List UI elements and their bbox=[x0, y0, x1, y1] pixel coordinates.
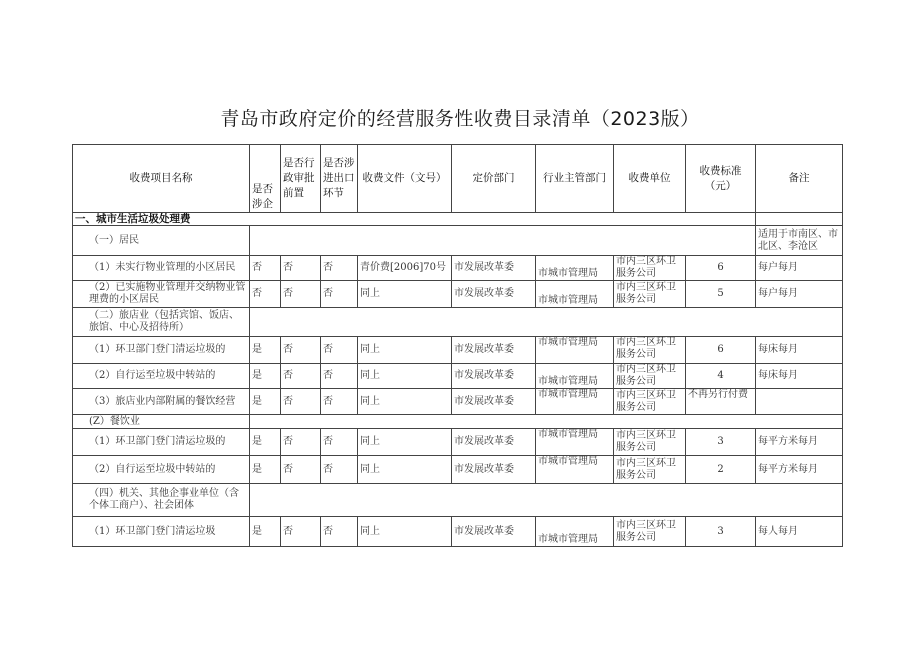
row-document: 同上 bbox=[358, 364, 452, 389]
group-row bbox=[73, 226, 843, 256]
row-import-export: 否 bbox=[321, 389, 358, 415]
row-unit: 市内三区环卫服务公司 bbox=[614, 364, 686, 389]
header-name: 收费项目名称 bbox=[73, 145, 250, 213]
row-pricing-dept: 市发展改革委 bbox=[452, 429, 536, 456]
blank-cell bbox=[250, 415, 843, 429]
row-document: 同上 bbox=[358, 281, 452, 308]
table-row bbox=[73, 517, 843, 547]
header-industry-dept: 行业主管部门 bbox=[536, 145, 614, 213]
header-standard: 收费标准（元） bbox=[686, 145, 756, 213]
row-enterprise: 是 bbox=[250, 456, 281, 484]
row-remark: 每户每月 bbox=[756, 281, 843, 308]
row-standard: 5 bbox=[686, 281, 756, 308]
row-standard: 3 bbox=[686, 429, 756, 456]
blank-cell bbox=[250, 484, 843, 517]
header-pricing-dept: 定价部门 bbox=[452, 145, 536, 213]
table-row bbox=[73, 281, 843, 308]
table-row bbox=[73, 389, 843, 415]
row-standard: 不再另行付费 bbox=[686, 389, 756, 415]
header-admin-approval: 是否行政审批前置 bbox=[281, 145, 321, 213]
row-pricing-dept: 市发展改革委 bbox=[452, 389, 536, 415]
group-row bbox=[73, 308, 843, 337]
header-is-enterprise: 是否涉企 bbox=[250, 145, 281, 213]
table-row bbox=[73, 337, 843, 364]
row-pricing-dept: 市发展改革委 bbox=[452, 281, 536, 308]
row-document: 青价费[2006]70号 bbox=[358, 256, 452, 281]
row-enterprise: 是 bbox=[250, 337, 281, 364]
row-unit: 市内三区环卫服务公司 bbox=[614, 429, 686, 456]
row-pricing-dept: 市发展改革委 bbox=[452, 364, 536, 389]
row-enterprise: 是 bbox=[250, 389, 281, 415]
row-approval: 否 bbox=[281, 429, 321, 456]
row-import-export: 否 bbox=[321, 517, 358, 547]
row-name: （2）已实施物业管理并交纳物业管理费的小区居民 bbox=[73, 281, 250, 308]
row-remark: 每平方米每月 bbox=[756, 456, 843, 484]
header-document: 收费文件（文号） bbox=[358, 145, 452, 213]
row-document: 同上 bbox=[358, 429, 452, 456]
row-enterprise: 否 bbox=[250, 281, 281, 308]
row-name: （1）环卫部门登门清运垃圾的 bbox=[73, 337, 250, 364]
row-enterprise: 是 bbox=[250, 364, 281, 389]
section-row bbox=[73, 213, 843, 226]
row-document: 同上 bbox=[358, 337, 452, 364]
row-enterprise: 是 bbox=[250, 429, 281, 456]
group-row bbox=[73, 484, 843, 517]
row-pricing-dept: 市发展改革委 bbox=[452, 337, 536, 364]
row-enterprise: 否 bbox=[250, 256, 281, 281]
header-charging-unit: 收费单位 bbox=[614, 145, 686, 213]
row-name: （1）环卫部门登门清运垃圾的 bbox=[73, 429, 250, 456]
row-name: （2）自行运至垃圾中转站的 bbox=[73, 364, 250, 389]
row-industry-dept: 市城市管理局 bbox=[536, 517, 614, 547]
row-name: （3）旅店业内部附属的餐饮经营 bbox=[73, 389, 250, 415]
page-title: 青岛市政府定价的经营服务性收费目录清单（2023版） bbox=[220, 108, 700, 130]
row-import-export: 否 bbox=[321, 281, 358, 308]
row-name: （1）未实行物业管理的小区居民 bbox=[73, 256, 250, 281]
row-remark: 每床每月 bbox=[756, 364, 843, 389]
row-document: 同上 bbox=[358, 389, 452, 415]
row-standard: 4 bbox=[686, 364, 756, 389]
group-note: 适用于市南区、市北区、李沧区 bbox=[756, 226, 843, 256]
row-import-export: 否 bbox=[321, 337, 358, 364]
row-standard: 3 bbox=[686, 517, 756, 547]
header-import-export: 是否涉进出口环节 bbox=[321, 145, 358, 213]
group-label: （一）居民 bbox=[73, 226, 250, 256]
row-approval: 否 bbox=[281, 456, 321, 484]
row-pricing-dept: 市发展改革委 bbox=[452, 517, 536, 547]
row-import-export: 否 bbox=[321, 429, 358, 456]
row-import-export: 否 bbox=[321, 456, 358, 484]
row-approval: 否 bbox=[281, 389, 321, 415]
blank-cell bbox=[756, 213, 843, 226]
row-industry-dept: 市城市管理局 bbox=[536, 456, 614, 484]
row-pricing-dept: 市发展改革委 bbox=[452, 256, 536, 281]
row-remark: 每平方米每月 bbox=[756, 429, 843, 456]
row-standard: 6 bbox=[686, 256, 756, 281]
row-document: 同上 bbox=[358, 517, 452, 547]
row-industry-dept: 市城市管理局 bbox=[536, 337, 614, 364]
row-unit: 市内三区环卫服务公司 bbox=[614, 337, 686, 364]
row-approval: 否 bbox=[281, 517, 321, 547]
row-industry-dept: 市城市管理局 bbox=[536, 281, 614, 308]
row-approval: 否 bbox=[281, 256, 321, 281]
row-document: 同上 bbox=[358, 456, 452, 484]
blank-cell bbox=[250, 308, 843, 337]
row-pricing-dept: 市发展改革委 bbox=[452, 456, 536, 484]
row-name: （2）自行运至垃圾中转站的 bbox=[73, 456, 250, 484]
row-industry-dept: 市城市管理局 bbox=[536, 429, 614, 456]
table-row bbox=[73, 256, 843, 281]
row-unit: 市内三区环卫服务公司 bbox=[614, 256, 686, 281]
row-industry-dept: 市城市管理局 bbox=[536, 389, 614, 415]
table-row bbox=[73, 429, 843, 456]
group-label: (Z）餐饮业 bbox=[73, 415, 250, 429]
row-remark: 每人每月 bbox=[756, 517, 843, 547]
group-label: （四）机关、其他企事业单位（含个体工商户）、社会团体 bbox=[73, 484, 250, 517]
row-standard: 6 bbox=[686, 337, 756, 364]
table-row bbox=[73, 456, 843, 484]
row-unit: 市内三区环卫服务公司 bbox=[614, 517, 686, 547]
group-row bbox=[73, 415, 843, 429]
row-industry-dept: 市城市管理局 bbox=[536, 256, 614, 281]
row-approval: 否 bbox=[281, 364, 321, 389]
row-import-export: 否 bbox=[321, 364, 358, 389]
section-label: 一、城市生活垃圾处理费 bbox=[73, 213, 756, 226]
row-enterprise: 是 bbox=[250, 517, 281, 547]
row-unit: 市内三区环卫服务公司 bbox=[614, 456, 686, 484]
row-unit: 市内三区环卫服务公司 bbox=[614, 389, 686, 415]
fee-table bbox=[72, 144, 843, 547]
header-remarks: 备注 bbox=[756, 145, 843, 213]
row-approval: 否 bbox=[281, 281, 321, 308]
group-label: （二）旅店业（包括宾馆、饭店、旅馆、中心及招待所） bbox=[73, 308, 250, 337]
header-row bbox=[73, 145, 843, 213]
row-name: （1）环卫部门登门清运垃圾 bbox=[73, 517, 250, 547]
table-row bbox=[73, 364, 843, 389]
row-remark: 每户每月 bbox=[756, 256, 843, 281]
row-approval: 否 bbox=[281, 337, 321, 364]
row-remark bbox=[756, 389, 843, 415]
row-standard: 2 bbox=[686, 456, 756, 484]
row-industry-dept: 市城市管理局 bbox=[536, 364, 614, 389]
row-import-export: 否 bbox=[321, 256, 358, 281]
blank-cell bbox=[250, 226, 756, 256]
row-unit: 市内三区环卫服务公司 bbox=[614, 281, 686, 308]
row-remark: 每床每月 bbox=[756, 337, 843, 364]
